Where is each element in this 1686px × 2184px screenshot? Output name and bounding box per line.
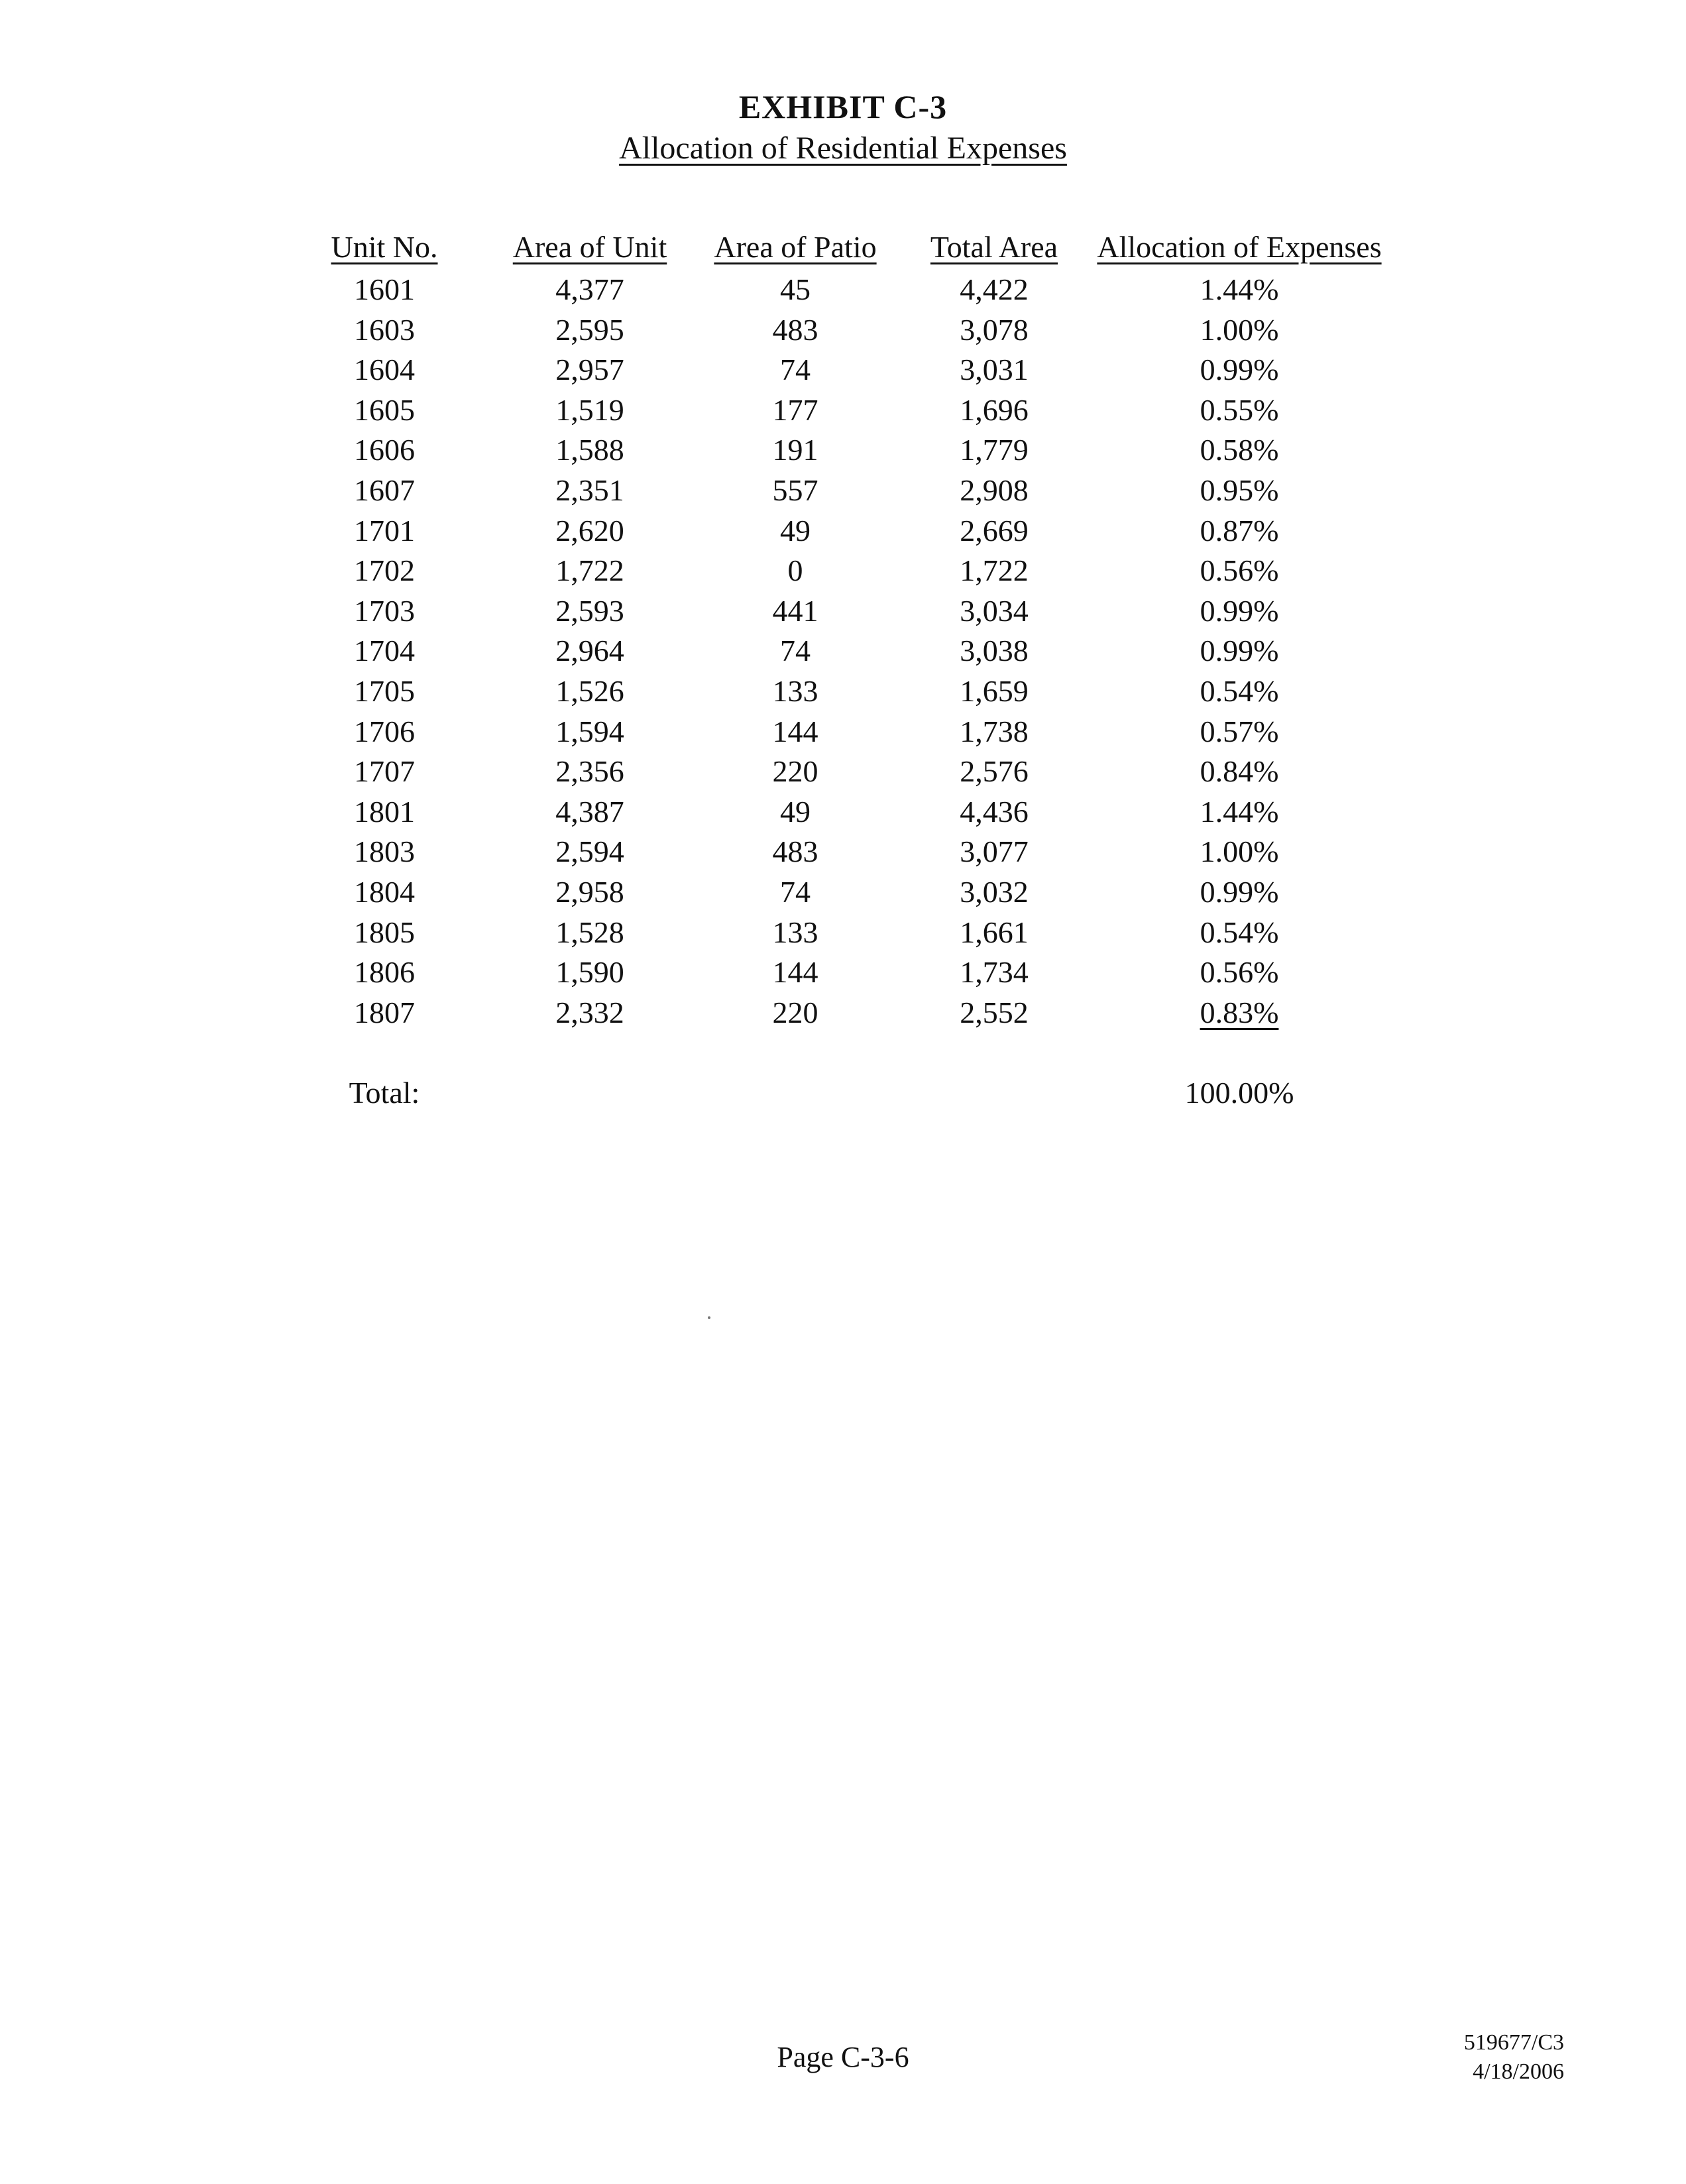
cell-area-of-unit: 4,377 — [555, 272, 624, 306]
cell-area-of-patio: 49 — [780, 513, 811, 547]
cell-area-of-patio: 133 — [772, 673, 818, 708]
cell-area-of-unit: 1,588 — [555, 433, 624, 467]
cell-area-of-unit: 1,594 — [555, 714, 624, 748]
cell-area-of-patio: 74 — [780, 634, 811, 668]
cell-unit-no: 1701 — [354, 513, 415, 547]
cell-allocation: 0.54% — [1200, 673, 1279, 708]
table-row — [0, 432, 1686, 473]
cell-allocation: 0.99% — [1200, 353, 1279, 387]
cell-area-of-unit: 1,519 — [555, 392, 624, 427]
cell-unit-no: 1705 — [354, 673, 415, 708]
exhibit-title: EXHIBIT C-3 — [738, 88, 948, 125]
cell-allocation: 0.87% — [1200, 513, 1279, 547]
cell-unit-no: 1601 — [354, 272, 415, 306]
cell-allocation: 1.00% — [1200, 312, 1279, 347]
cell-total-area: 1,661 — [960, 915, 1029, 949]
column-header-unit-no — [305, 229, 464, 264]
cell-unit-no: 1606 — [354, 433, 415, 467]
cell-total-area: 4,422 — [960, 272, 1029, 306]
cell-unit-no: 1706 — [354, 714, 415, 748]
cell-total-area: 1,659 — [960, 673, 1029, 708]
cell-total-area: 2,908 — [960, 473, 1029, 507]
cell-unit-no: 1702 — [354, 553, 415, 588]
total-value: 100.00% — [1184, 1076, 1294, 1110]
cell-area-of-patio: 144 — [772, 714, 818, 748]
document-id: 519677/C3 — [1463, 2030, 1564, 2055]
cell-unit-no: 1607 — [354, 473, 415, 507]
table-row — [0, 312, 1686, 353]
cell-area-of-patio: 441 — [772, 593, 818, 628]
cell-allocation: 0.56% — [1200, 553, 1279, 588]
cell-area-of-unit: 2,332 — [555, 995, 624, 1029]
cell-area-of-patio: 220 — [772, 995, 818, 1029]
cell-area-of-unit: 2,595 — [555, 312, 624, 347]
column-header-area-of-patio — [696, 229, 895, 264]
cell-unit-no: 1703 — [354, 593, 415, 628]
cell-unit-no: 1806 — [354, 955, 415, 990]
table-row — [0, 915, 1686, 955]
cell-allocation: 0.58% — [1200, 433, 1279, 467]
table-row — [0, 673, 1686, 714]
cell-total-area: 1,696 — [960, 392, 1029, 427]
table-row — [0, 633, 1686, 673]
cell-allocation: 0.56% — [1200, 955, 1279, 990]
cell-area-of-patio: 49 — [780, 794, 811, 829]
cell-area-of-unit: 2,594 — [555, 834, 624, 869]
document-date: 4/18/2006 — [1473, 2059, 1564, 2084]
table-row — [0, 834, 1686, 874]
cell-unit-no: 1603 — [354, 312, 415, 347]
cell-unit-no: 1801 — [354, 794, 415, 829]
page-number: Page C-3-6 — [777, 2041, 909, 2073]
table-row — [0, 874, 1686, 915]
cell-allocation: 0.54% — [1200, 915, 1279, 949]
table-row — [0, 954, 1686, 995]
cell-total-area: 3,038 — [960, 634, 1029, 668]
column-header-label: Allocation of Expenses — [1097, 230, 1382, 264]
cell-total-area: 3,078 — [960, 312, 1029, 347]
cell-allocation: 1.44% — [1200, 272, 1279, 306]
cell-total-area: 4,436 — [960, 794, 1029, 829]
cell-area-of-unit: 2,957 — [555, 353, 624, 387]
cell-allocation: 1.44% — [1200, 794, 1279, 829]
cell-unit-no: 1803 — [354, 834, 415, 869]
cell-area-of-patio: 483 — [772, 834, 818, 869]
cell-area-of-unit: 2,620 — [555, 513, 624, 547]
document-reference — [1378, 2028, 1564, 2087]
cell-unit-no: 1704 — [354, 634, 415, 668]
cell-area-of-unit: 1,722 — [555, 553, 624, 588]
total-label: Total: — [349, 1076, 420, 1110]
cell-area-of-patio: 483 — [772, 312, 818, 347]
column-header-area-of-unit — [490, 229, 689, 264]
cell-allocation: 0.95% — [1200, 473, 1279, 507]
cell-unit-no: 1707 — [354, 754, 415, 789]
cell-total-area: 1,738 — [960, 714, 1029, 748]
cell-area-of-patio: 45 — [780, 272, 811, 306]
cell-area-of-unit: 1,526 — [555, 673, 624, 708]
table-row — [0, 995, 1686, 1035]
cell-allocation-text: 0.83% — [1200, 995, 1279, 1029]
cell-area-of-unit: 4,387 — [555, 794, 624, 829]
table-row — [0, 553, 1686, 593]
cell-allocation: 0.57% — [1200, 714, 1279, 748]
cell-allocation: 0.55% — [1200, 392, 1279, 427]
allocation-table-body — [0, 272, 1686, 1035]
cell-area-of-unit: 2,356 — [555, 754, 624, 789]
cell-total-area: 3,032 — [960, 874, 1029, 909]
table-row — [0, 392, 1686, 433]
cell-area-of-unit: 1,528 — [555, 915, 624, 949]
cell-area-of-patio: 557 — [772, 473, 818, 507]
column-header-label: Unit No. — [331, 230, 438, 264]
table-row — [0, 714, 1686, 754]
cell-allocation — [1074, 995, 1405, 1030]
cell-total-area: 2,576 — [960, 754, 1029, 789]
cell-total-area: 1,722 — [960, 553, 1029, 588]
cell-area-of-patio: 74 — [780, 874, 811, 909]
cell-unit-no: 1804 — [354, 874, 415, 909]
scan-speck — [708, 1316, 710, 1319]
cell-allocation: 0.84% — [1200, 754, 1279, 789]
table-row — [0, 352, 1686, 392]
cell-total-area: 1,734 — [960, 955, 1029, 990]
table-row — [0, 513, 1686, 553]
cell-unit-no: 1805 — [354, 915, 415, 949]
exhibit-subtitle-text: Allocation of Residential Expenses — [619, 131, 1067, 166]
cell-total-area: 2,552 — [960, 995, 1029, 1029]
column-header-label: Area of Patio — [714, 230, 877, 264]
cell-area-of-unit: 1,590 — [555, 955, 624, 990]
cell-area-of-unit: 2,593 — [555, 593, 624, 628]
cell-unit-no: 1604 — [354, 353, 415, 387]
cell-allocation: 0.99% — [1200, 874, 1279, 909]
cell-allocation: 1.00% — [1200, 834, 1279, 869]
cell-area-of-unit: 2,964 — [555, 634, 624, 668]
table-row — [0, 473, 1686, 513]
cell-area-of-patio: 144 — [772, 955, 818, 990]
cell-area-of-unit: 2,958 — [555, 874, 624, 909]
table-row — [0, 754, 1686, 794]
column-header-total-area — [895, 229, 1094, 264]
cell-area-of-unit: 2,351 — [555, 473, 624, 507]
exhibit-subtitle — [0, 130, 1686, 166]
cell-total-area: 1,779 — [960, 433, 1029, 467]
cell-area-of-patio: 0 — [787, 553, 803, 588]
column-header-label: Area of Unit — [512, 230, 667, 264]
cell-area-of-patio: 74 — [780, 353, 811, 387]
cell-unit-no: 1807 — [354, 995, 415, 1029]
cell-allocation: 0.99% — [1200, 634, 1279, 668]
cell-area-of-patio: 133 — [772, 915, 818, 949]
table-row — [0, 272, 1686, 312]
table-row — [0, 593, 1686, 634]
cell-area-of-patio: 177 — [772, 392, 818, 427]
cell-allocation: 0.99% — [1200, 593, 1279, 628]
cell-total-area: 3,031 — [960, 353, 1029, 387]
cell-total-area: 3,077 — [960, 834, 1029, 869]
column-header-label: Total Area — [930, 230, 1058, 264]
cell-total-area: 3,034 — [960, 593, 1029, 628]
cell-area-of-patio: 191 — [772, 433, 818, 467]
cell-area-of-patio: 220 — [772, 754, 818, 789]
cell-total-area: 2,669 — [960, 513, 1029, 547]
column-header-allocation — [1074, 229, 1405, 264]
table-row — [0, 794, 1686, 834]
cell-unit-no: 1605 — [354, 392, 415, 427]
